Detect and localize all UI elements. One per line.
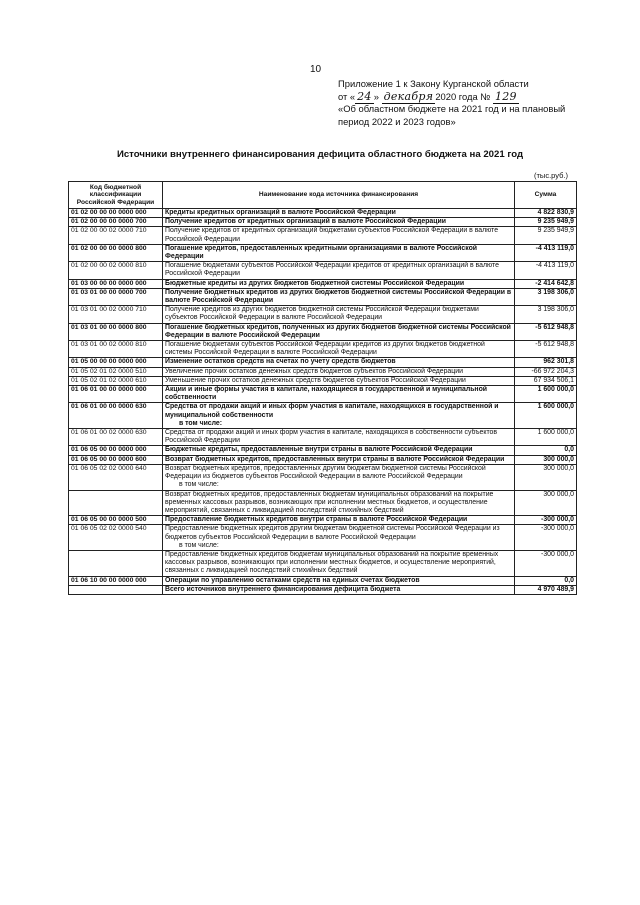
table-row — [69, 490, 577, 516]
row-name — [163, 550, 515, 576]
row-subnote: в том числе: — [179, 541, 219, 549]
header-date-prefix: от « — [338, 90, 356, 102]
row-name-text: Акции и иные формы участия в капитале, находящиеся в государственной и муниципальной собственности — [165, 386, 488, 402]
row-name-text: Средства от продажи акций и иных форм участия в капитале, находящихся в собственности субъектов Российской Федерации — [165, 429, 498, 445]
handwritten-month: декабря — [383, 89, 434, 103]
row-code: 01 02 00 00 02 0000 710 — [69, 227, 163, 244]
table-row — [69, 403, 577, 429]
row-sum: 300 000,0 — [515, 490, 577, 516]
document-header — [338, 78, 565, 128]
row-sum: 4 970 489,9 — [515, 585, 577, 594]
table-row — [69, 525, 577, 551]
row-code: 01 05 02 01 02 0000 510 — [69, 367, 163, 376]
row-code: 01 03 01 00 00 0000 800 — [69, 323, 163, 340]
row-code: 01 03 01 00 02 0000 710 — [69, 306, 163, 323]
row-sum: -300 000,0 — [515, 550, 577, 576]
row-name — [163, 525, 515, 551]
row-name — [163, 429, 515, 446]
row-name-text: Погашение кредитов, предоставленных кредитными организациями в валюте Российской Федерации — [165, 244, 478, 261]
row-code: 01 06 05 00 00 0000 600 — [69, 455, 163, 464]
row-name-text: Увеличение прочих остатков денежных средств бюджетов субъектов Российской Федерации — [165, 367, 463, 375]
table-row — [69, 358, 577, 367]
row-name-text: Погашение бюджетных кредитов, полученных из других бюджетов бюджетной системы Российской Федерации в валюте Российской Федерации — [165, 323, 511, 339]
table-row — [69, 227, 577, 244]
table-row — [69, 306, 577, 323]
row-subnote: в том числе: — [179, 419, 223, 427]
row-code — [69, 550, 163, 576]
table-row — [69, 429, 577, 446]
row-code — [69, 490, 163, 516]
row-name-text: Предоставление бюджетных кредитов бюджетам муниципальных образований на покрытие временных кассовых разрывов, возникающих при исполнении местных бюджетов, и осуществление мероприятий, связанных с ликвидацией последствий стихийных бедствий — [165, 550, 499, 575]
row-name — [163, 576, 515, 585]
financing-sources-table — [68, 181, 577, 595]
row-sum: -66 972 204,3 — [515, 367, 577, 376]
row-sum: -2 414 642,8 — [515, 279, 577, 288]
row-sum: 1 600 000,0 — [515, 429, 577, 446]
row-name — [163, 376, 515, 385]
units-label: (тыс.руб.) — [534, 171, 568, 180]
row-name — [163, 306, 515, 323]
table-row — [69, 244, 577, 261]
row-code: 01 02 00 00 00 0000 800 — [69, 244, 163, 261]
handwritten-day: 24 — [357, 89, 372, 103]
table-row — [69, 550, 577, 576]
table-row — [69, 585, 577, 594]
row-sum: 3 198 306,0 — [515, 306, 577, 323]
table-row — [69, 279, 577, 288]
table-row — [69, 262, 577, 279]
row-code: 01 03 01 00 00 0000 700 — [69, 288, 163, 305]
row-name — [163, 490, 515, 516]
row-sum: 4 822 830,9 — [515, 209, 577, 218]
row-sum: 0,0 — [515, 576, 577, 585]
row-name — [163, 403, 515, 429]
table-row — [69, 209, 577, 218]
row-sum: 300 000,0 — [515, 464, 577, 490]
row-sum: -5 612 948,8 — [515, 323, 577, 340]
row-name-text: Возврат бюджетных кредитов, предоставленных бюджетам муниципальных образований на покрытие временных кассовых разрывов, возникающих при исполнении местных бюджетов, и осуществление мероприятий, связанных с ликвидацией последствий стихийных бедствий — [165, 490, 494, 514]
header-date-line — [338, 91, 565, 104]
row-name — [163, 244, 515, 261]
row-name — [163, 446, 515, 455]
row-name — [163, 279, 515, 288]
header-code: Код бюджетной классификации Российской Федерации — [69, 182, 163, 209]
row-name — [163, 209, 515, 218]
header-law-title-line1: «Об областном бюджете на 2021 год и на плановый — [338, 103, 566, 115]
header-sum: Сумма — [515, 182, 577, 209]
row-code: 01 06 01 00 00 0000 630 — [69, 403, 163, 429]
table-row — [69, 516, 577, 525]
row-name-text: Возврат бюджетных кредитов, предоставленных внутри страны в валюте Российской Федерации — [165, 455, 505, 463]
row-sum: 1 600 000,0 — [515, 386, 577, 403]
row-code: 01 06 05 02 02 0000 540 — [69, 525, 163, 551]
row-name-text: Уменьшение прочих остатков денежных средств бюджетов субъектов Российской Федерации — [165, 376, 466, 384]
row-code: 01 06 05 02 02 0000 640 — [69, 464, 163, 490]
row-name — [163, 464, 515, 490]
table-row — [69, 464, 577, 490]
row-code: 01 06 05 00 00 0000 500 — [69, 516, 163, 525]
table-row — [69, 386, 577, 403]
row-name — [163, 323, 515, 340]
header-law-title-line2: период 2022 и 2023 годов» — [338, 115, 456, 127]
row-code: 01 06 01 00 02 0000 630 — [69, 429, 163, 446]
handwritten-number: 129 — [494, 89, 517, 103]
row-name — [163, 341, 515, 358]
page-number: 10 — [310, 64, 322, 75]
row-name — [163, 516, 515, 525]
row-sum: 9 235 949,9 — [515, 218, 577, 227]
row-sum: -4 413 119,0 — [515, 244, 577, 261]
row-name — [163, 227, 515, 244]
row-name — [163, 455, 515, 464]
row-name-text: Кредиты кредитных организаций в валюте Российской Федерации — [165, 209, 396, 216]
header-appendix-line: Приложение 1 к Закону Курганской области — [338, 78, 529, 89]
row-name-text: Получение бюджетных кредитов из других бюджетов бюджетной системы Российской Федерации в валюте Российской Федерации — [165, 288, 512, 305]
row-name-text: Получение кредитов из других бюджетов бюджетной системы Российской Федерации бюджетами субъектов Российской Федерации в валюте Российской Федерации — [165, 306, 479, 322]
row-name-text: Возврат бюджетных кредитов, предоставленных другим бюджетам бюджетной системы Российской Федерации из бюджетов субъектов Российской Федерации в валюте Российской Федерации — [165, 464, 486, 481]
header-year: 2020 года № — [435, 90, 491, 102]
row-name — [163, 386, 515, 403]
row-sum: 1 600 000,0 — [515, 403, 577, 429]
table-header-row — [69, 182, 577, 209]
row-code: 01 05 02 01 02 0000 610 — [69, 376, 163, 385]
row-sum: -5 612 948,8 — [515, 341, 577, 358]
row-sum: -4 413 119,0 — [515, 262, 577, 279]
row-sum: 67 934 506,1 — [515, 376, 577, 385]
row-name-text: Получение кредитов от кредитных организаций бюджетами субъектов Российской Федерации в валюте Российской Федерации — [165, 227, 499, 243]
row-code: 01 06 05 00 00 0000 000 — [69, 446, 163, 455]
row-name-text: Погашение бюджетами субъектов Российской Федерации кредитов из других бюджетов бюджетной системы Российской Федерации в валюте Российской Федерации — [165, 341, 485, 357]
row-name — [163, 585, 515, 594]
table-row — [69, 341, 577, 358]
row-name-text: Бюджетные кредиты из других бюджетов бюджетной системы Российской Федерации — [165, 279, 465, 287]
row-name-text: Всего источников внутреннего финансирования дефицита бюджета — [165, 585, 401, 593]
table-row — [69, 323, 577, 340]
row-code: 01 03 01 00 02 0000 810 — [69, 341, 163, 358]
row-name-text: Погашение бюджетами субъектов Российской Федерации кредитов от кредитных организаций в валюте Российской Федерации — [165, 262, 499, 278]
row-name-text: Получение кредитов от кредитных организаций в валюте Российской Федерации — [165, 218, 446, 226]
row-code: 01 06 01 00 00 0000 000 — [69, 386, 163, 403]
table-row — [69, 455, 577, 464]
row-name-text: Операции по управлению остатками средств на единых счетах бюджетов — [165, 576, 420, 584]
row-sum: -300 000,0 — [515, 525, 577, 551]
row-name-text: Бюджетные кредиты, предоставленные внутри страны в валюте Российской Федерации — [165, 446, 473, 454]
row-code: 01 02 00 00 00 0000 000 — [69, 209, 163, 218]
row-sum: 3 198 306,0 — [515, 288, 577, 305]
header-date-mid: » — [373, 90, 379, 102]
row-name — [163, 358, 515, 367]
row-name — [163, 262, 515, 279]
row-code: 01 02 00 00 02 0000 810 — [69, 262, 163, 279]
table-row — [69, 288, 577, 305]
row-name-text: Предоставление бюджетных кредитов другим бюджетам бюджетной системы Российской Федерации из бюджетов субъектов Российской Федерации в валюте Российской Федерации — [165, 525, 500, 541]
row-code: 01 03 00 00 00 0000 000 — [69, 279, 163, 288]
row-code — [69, 585, 163, 594]
row-code: 01 06 10 00 00 0000 000 — [69, 576, 163, 585]
table-row — [69, 446, 577, 455]
table-row — [69, 376, 577, 385]
row-sum: 0,0 — [515, 446, 577, 455]
row-code: 01 02 00 00 00 0000 700 — [69, 218, 163, 227]
row-name — [163, 367, 515, 376]
row-name-text: Предоставление бюджетных кредитов внутри страны в валюте Российской Федерации — [165, 516, 468, 524]
row-name — [163, 218, 515, 227]
row-name — [163, 288, 515, 305]
header-name: Наименование кода источника финансирования — [163, 182, 515, 209]
row-name-text: Изменение остатков средств на счетах по учету средств бюджетов — [165, 358, 396, 366]
row-sum: 962 301,8 — [515, 358, 577, 367]
table-row — [69, 576, 577, 585]
row-sum: 9 235 949,9 — [515, 227, 577, 244]
row-sum: -300 000,0 — [515, 516, 577, 525]
row-name-text: Средства от продажи акций и иных форм участия в капитале, находящихся в государственной и муниципальной собственности — [165, 403, 499, 419]
row-subnote: в том числе: — [179, 481, 219, 489]
table-row — [69, 218, 577, 227]
row-sum: 300 000,0 — [515, 455, 577, 464]
document-title: Источники внутреннего финансирования дефицита областного бюджета на 2021 год — [116, 149, 524, 160]
table-row — [69, 367, 577, 376]
row-code: 01 05 00 00 00 0000 000 — [69, 358, 163, 367]
